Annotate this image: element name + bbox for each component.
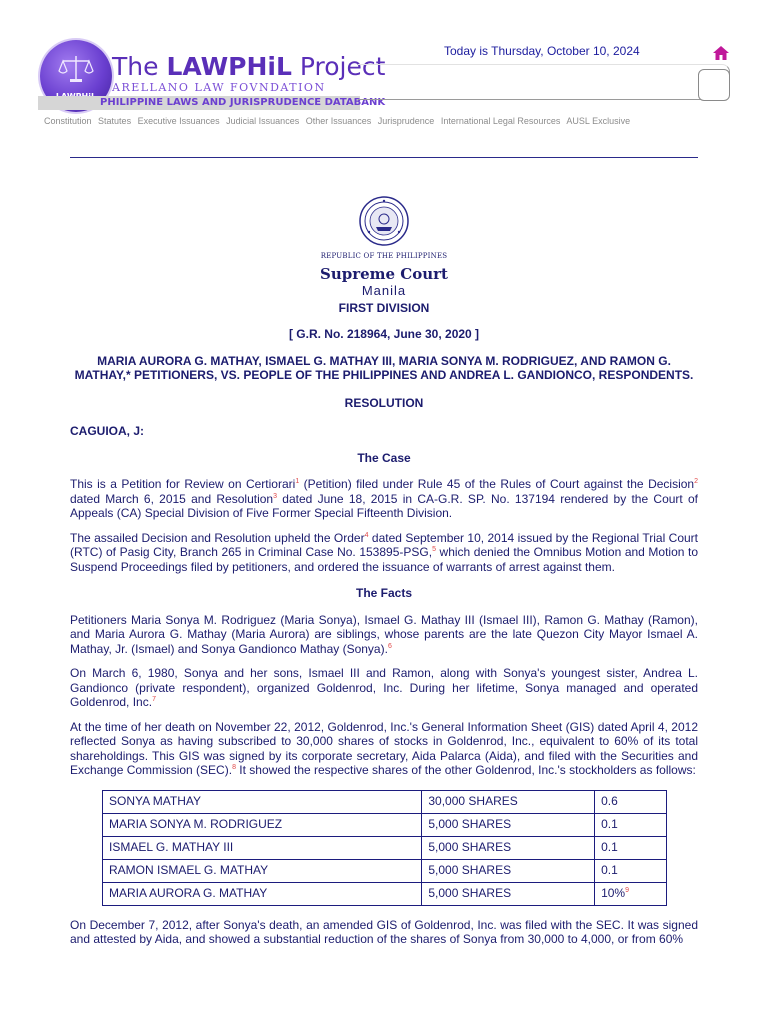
foundation-name: ARELLANO LAW FOVNDATION [112,81,326,94]
court-city: Manila [361,283,407,298]
table-row [103,882,667,905]
case-number: [ G.R. No. 218964, June 30, 2020 ] [288,327,480,341]
decision-document [70,196,698,947]
main-nav [44,116,634,126]
text: At the time of her death on November 22, 2012, Goldenrod, Inc.'s General Information Sheet (GIS) dated April 4, 2012 reflected Sonya as having subscribed to 30,000 shares of stocks in Goldenrod, Inc., equivalent to 60% of its total shareholdings. This GIS was signed by its corporate secretary, Aida Palarca (Aida), and filed with the Securities and Exchange Commission (SEC). [70,719,698,777]
share-percentage [595,882,667,905]
paragraph-3 [70,613,698,657]
table-row [103,790,667,813]
databank-band [38,96,386,110]
nav-executive-issuances[interactable]: Executive Issuances [137,116,220,126]
table-row [103,859,667,882]
date-line: Today is Thursday, October 10, 2024 [444,44,640,58]
header-divider [70,157,698,158]
share-percentage: 0.6 [595,790,667,813]
nav-other-issuances[interactable]: Other Issuances [305,116,372,126]
home-icon[interactable] [712,44,730,62]
nav-international-legal-resources[interactable]: International Legal Resources [440,116,561,126]
shareholder-name: SONYA MATHAY [103,790,422,813]
text: Petitioners Maria Sonya M. Rodriguez (Maria Sonya), Ismael G. Mathay III (Ismael III), Ramon G. Mathay (Ramon), and Maria Aurora G. Mathay (Maria Aurora) are siblings, whose parents are the late Quezon City Mayor Ismael A. Mathay, Jr. (Ismael) and Sonya Gandionco Mathay (Sonya). [70,612,698,656]
shareholder-name: RAMON ISMAEL G. MATHAY [103,859,422,882]
division: FIRST DIVISION [338,300,430,315]
text: dated March 6, 2015 and Resolution [70,491,274,506]
table-row [103,836,667,859]
percentage-value: 10% [601,886,626,901]
title-brand: LAWPHiL [166,52,292,81]
share-count: 5,000 SHARES [422,813,595,836]
shareholder-name: ISMAEL G. MATHAY III [103,836,422,859]
text: On December 7, 2012, after Sonya's death, an amended GIS of Goldenrod, Inc. was filed with the SEC. It was signed and attested by Aida, and showed a substantial reduction of the shares of Sonya from 30,000 to 4,000, or from 60% [70,917,698,946]
heading-the-facts: The Facts [355,586,412,600]
footnote-link[interactable]: 8 [232,764,236,771]
search-tab[interactable] [698,69,730,101]
paragraph-2 [70,531,698,575]
text: (Petition) filed under Rule 45 of the Rules of Court against the Decision [299,477,695,491]
footnote-link[interactable]: 2 [694,478,698,485]
text: This is a Petition for Review on Certiorari [70,477,296,491]
paragraph-4 [70,666,698,710]
nav-judicial-issuances[interactable]: Judicial Issuances [226,116,300,126]
supreme-court-seal-icon [359,196,409,246]
search-box[interactable] [358,64,730,100]
nav-ausl-exclusive[interactable]: AUSL Exclusive [566,116,631,126]
share-percentage: 0.1 [595,859,667,882]
court-name: Supreme Court [320,264,448,283]
share-count: 5,000 SHARES [422,882,595,905]
share-count: 5,000 SHARES [422,859,595,882]
text: dated September 10, 2014 issued by the Regional Trial Court (RTC) of Pasig City, Branch 265 in Criminal Case No. 153895-PSG, [70,530,698,559]
table-row [103,813,667,836]
footnote-link[interactable]: 5 [432,546,436,553]
republic-line: REPUBLIC OF THE PHILIPPINES [320,252,448,260]
document-type: RESOLUTION [344,395,424,410]
title-suffix: Project [291,52,386,81]
text: It showed the respective shares of the other Goldenrod, Inc.'s stockholders as follows: [235,763,696,777]
shareholder-name: MARIA SONYA M. RODRIGUEZ [103,813,422,836]
nav-jurisprudence[interactable]: Jurisprudence [377,116,435,126]
site-title[interactable] [112,52,385,81]
footnote-link[interactable]: 9 [625,887,630,895]
footnote-link[interactable]: 3 [273,492,278,500]
footnote-link[interactable]: 4 [364,531,369,539]
share-percentage: 0.1 [595,813,667,836]
text: which denied the Omnibus Motion and Motion to Suspend Proceedings filed by petitioners, and ordered the issuance of warrants of arrest against them. [70,545,699,574]
paragraph-5 [70,720,698,778]
text: On March 6, 1980, Sonya and her sons, Ismael III and Ramon, along with Sonya's youngest sister, Andrea L. Gandionco (private respondent), organized Goldenrod, Inc. During her lifetime, Sonya managed and operated Goldenrod, Inc. [70,666,698,709]
shareholder-name: MARIA AURORA G. MATHAY [103,882,422,905]
heading-the-case: The Case [357,450,411,465]
shareholders-table [102,790,667,906]
paragraph-6 [70,918,698,947]
databank-label: PHILIPPINE LAWS AND JURISPRUDENCE DATABANK [100,97,386,108]
share-percentage: 0.1 [595,836,667,859]
text: dated June 18, 2015 in CA-G.R. SP. No. 137194 rendered by the Court of Appeals (CA) Special Division of Five Former Special Fifteenth Division. [70,491,699,520]
paragraph-1 [70,477,698,521]
text: The assailed Decision and Resolution upheld the Order [70,530,365,545]
case-parties: MARIA AURORA G. MATHAY, ISMAEL G. MATHAY III, MARIA SONYA M. RODRIGUEZ, AND RAMON G. MATHAY,* PETITIONERS, VS. PEOPLE OF THE PHILIPPINES AND ANDREA L. GANDIONCO, RESPONDENTS. [74,353,694,382]
footnote-link[interactable]: 1 [295,478,300,485]
scales-of-justice-icon [58,54,94,84]
nav-constitution[interactable]: Constitution [44,116,92,126]
title-prefix: The [112,52,167,81]
nav-statutes[interactable]: Statutes [98,116,132,126]
share-count: 30,000 SHARES [422,790,595,813]
share-count: 5,000 SHARES [422,836,595,859]
footnote-link[interactable]: 6 [387,642,392,650]
site-header [0,0,768,140]
footnote-link[interactable]: 7 [152,696,156,703]
ponente: CAGUIOA, J: [70,424,145,438]
